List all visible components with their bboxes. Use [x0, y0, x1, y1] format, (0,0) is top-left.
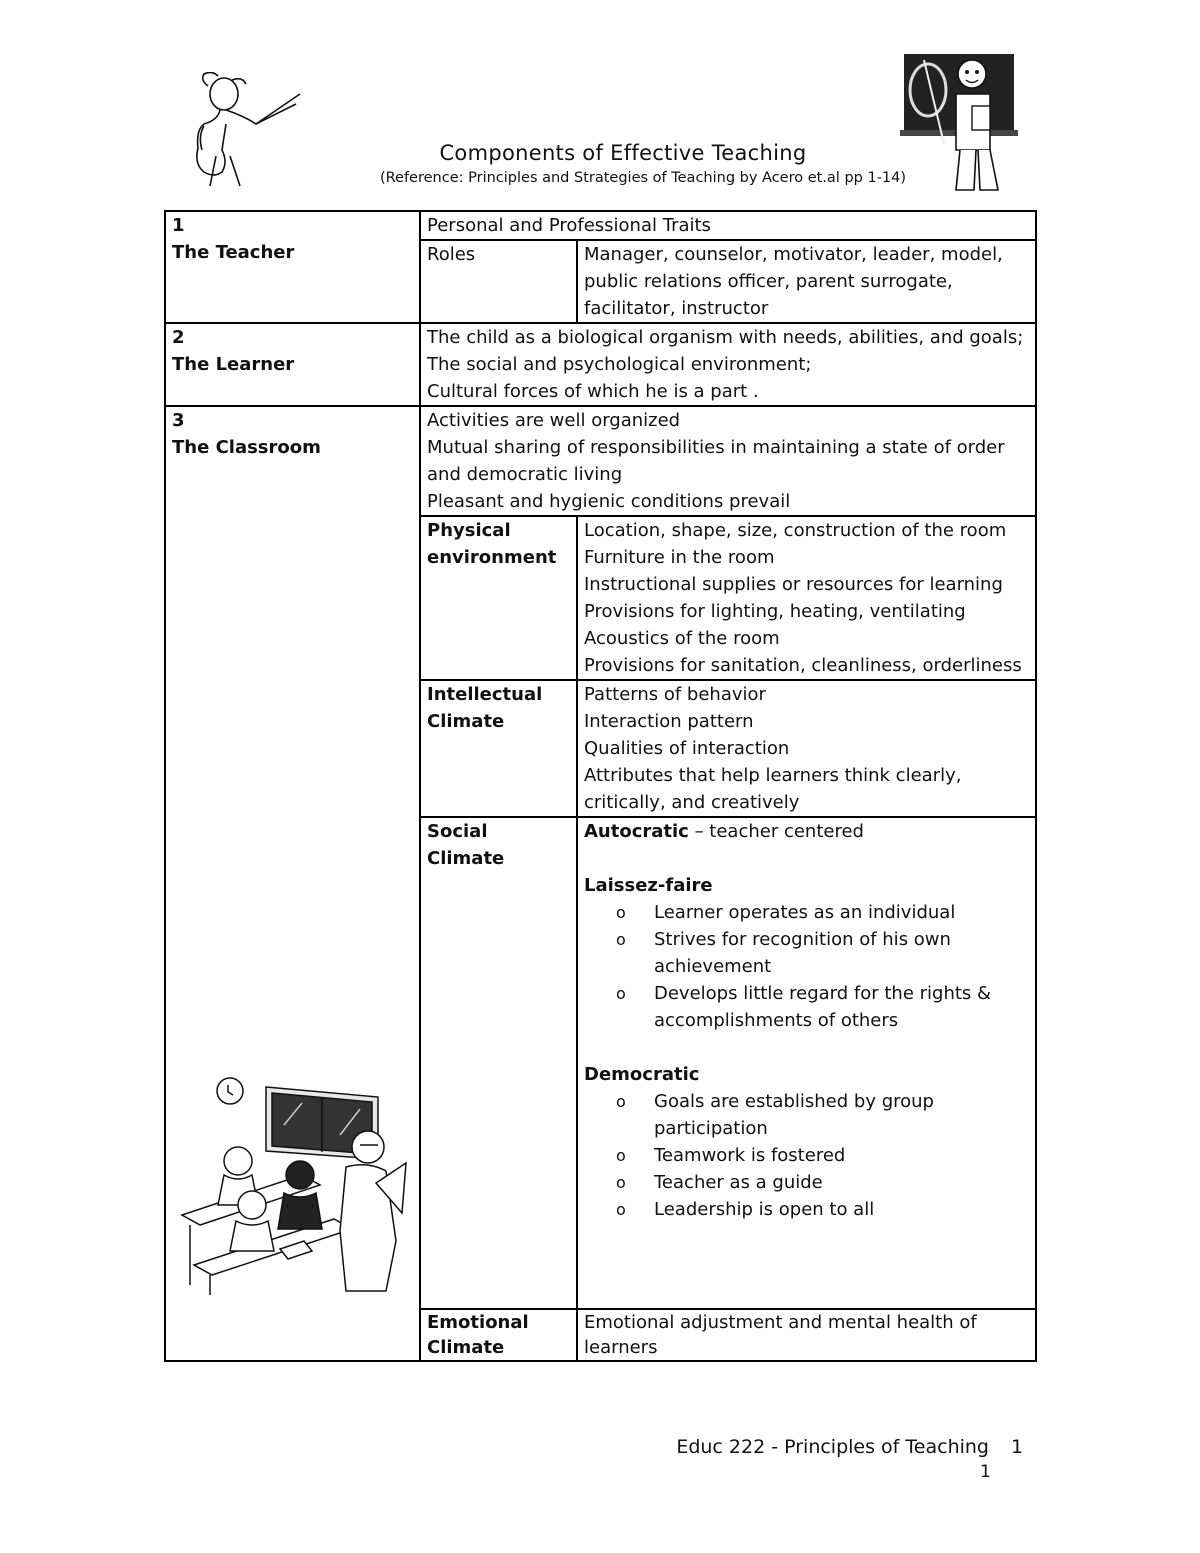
- classroom-line: Pleasant and hygienic conditions prevail: [427, 491, 791, 512]
- list-item: o Learner operates as an individual: [616, 899, 1029, 926]
- intellectual-climate-label: Intellectual Climate: [420, 680, 577, 817]
- physical-environment-items: [577, 516, 1036, 680]
- list-item: o Goals are established by group participation: [616, 1088, 1029, 1142]
- classroom-name: The Classroom: [172, 437, 321, 458]
- physical-environment-label: Physical environment: [420, 516, 577, 680]
- learner-name: The Learner: [172, 354, 295, 375]
- classroom-scene-clipart: [180, 1075, 412, 1297]
- democratic-term: Democratic: [584, 1064, 700, 1085]
- list-item: Provisions for lighting, heating, ventilating: [584, 601, 966, 622]
- list-item: o Strives for recognition of his own achievement: [616, 926, 1029, 980]
- list-item: o Teacher as a guide: [616, 1169, 1029, 1196]
- page-title: Components of Effective Teaching: [439, 141, 807, 165]
- teacher-name: The Teacher: [172, 242, 295, 263]
- list-item: Instructional supplies or resources for learning: [584, 574, 1003, 595]
- learner-number: 2: [172, 327, 185, 348]
- autocratic-line: [584, 818, 1029, 845]
- learner-line: Cultural forces of which he is a part .: [427, 381, 759, 402]
- list-item: Patterns of behavior: [584, 684, 766, 705]
- teacher-row: [165, 211, 1036, 240]
- learner-line: The child as a biological organism with needs, abilities, and goals;: [427, 327, 1024, 348]
- list-item: Furniture in the room: [584, 547, 775, 568]
- list-item: Provisions for sanitation, cleanliness, orderliness: [584, 655, 1022, 676]
- social-climate-label: Social Climate: [420, 817, 577, 1309]
- autocratic-description: – teacher centered: [688, 821, 864, 842]
- learner-row: [165, 323, 1036, 406]
- list-item: Attributes that help learners think clearly, critically, and creatively: [584, 765, 962, 813]
- learner-line: The social and psychological environment;: [427, 354, 812, 375]
- democratic-list: [584, 1088, 1029, 1223]
- laissez-faire-list: [584, 899, 1029, 1034]
- intellectual-climate-items: [577, 680, 1036, 817]
- list-item: Qualities of interaction: [584, 738, 790, 759]
- list-item: o Teamwork is fostered: [616, 1142, 1029, 1169]
- learner-description: [420, 323, 1036, 406]
- teacher-number: 1: [172, 215, 185, 236]
- autocratic-term: Autocratic: [584, 821, 689, 842]
- emotional-climate-text: Emotional adjustment and mental health of learners: [577, 1309, 1036, 1361]
- footer-course: Educ 222 - Principles of Teaching: [676, 1436, 989, 1458]
- social-climate-content: [577, 817, 1036, 1309]
- classroom-number: 3: [172, 410, 185, 431]
- components-table: [164, 210, 1037, 1362]
- footer-page-number: 1: [1011, 1436, 1024, 1458]
- list-item: Interaction pattern: [584, 711, 754, 732]
- learner-heading-cell: [165, 323, 420, 406]
- list-item: o Leadership is open to all: [616, 1196, 1029, 1223]
- classroom-description: [420, 406, 1036, 516]
- teacher-heading-cell: [165, 211, 420, 323]
- list-item: Acoustics of the room: [584, 628, 780, 649]
- classroom-heading-cell: [165, 406, 420, 1361]
- classroom-row: [165, 406, 1036, 516]
- teacher-roles-text: Manager, counselor, motivator, leader, model, public relations officer, parent surrogate, facilitator, instructor: [577, 240, 1036, 323]
- teacher-traits: Personal and Professional Traits: [420, 211, 1036, 240]
- teacher-roles-label: Roles: [420, 240, 577, 323]
- page-subtitle: (Reference: Principles and Strategies of Teaching by Acero et.al pp 1-14): [379, 170, 907, 186]
- laissez-faire-term: Laissez-faire: [584, 875, 713, 896]
- classroom-line: Activities are well organized: [427, 410, 681, 431]
- footer-page-number-secondary: 1: [980, 1462, 991, 1482]
- emotional-climate-label: Emotional Climate: [420, 1309, 577, 1361]
- classroom-line: Mutual sharing of responsibilities in maintaining a state of order and democratic living: [427, 437, 1005, 485]
- list-item: o Develops little regard for the rights & accomplishments of others: [616, 980, 1029, 1034]
- list-item: Location, shape, size, construction of the room: [584, 520, 1007, 541]
